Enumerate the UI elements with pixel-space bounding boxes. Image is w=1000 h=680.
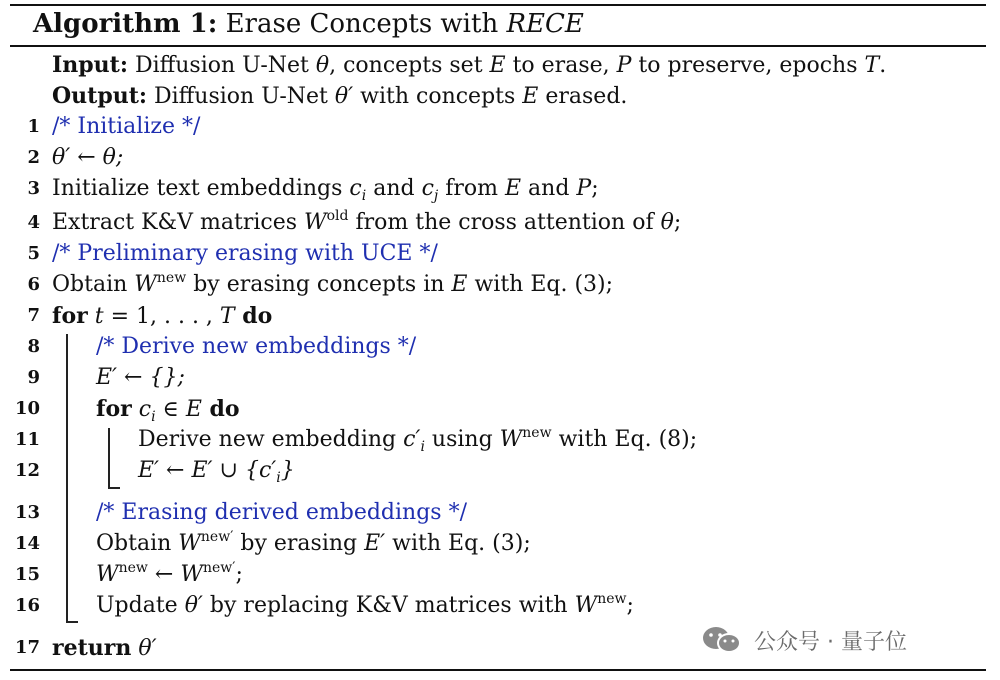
wechat-icon <box>700 625 744 655</box>
algorithm-title <box>33 7 584 41</box>
for-block-guide <box>66 334 68 622</box>
watermark <box>700 620 907 660</box>
inner-for-block-guide-end <box>108 487 120 489</box>
title-prefix: Erase Concepts with <box>225 9 507 39</box>
top-rule <box>10 4 986 6</box>
bottom-rule <box>10 669 986 671</box>
watermark-text: 公众号 · 量子位 <box>754 629 907 655</box>
algorithm-label: Algorithm 1: <box>33 9 218 39</box>
inner-for-block-guide <box>108 428 110 488</box>
for-block-guide-end <box>66 621 78 623</box>
method-name: RECE <box>506 9 584 39</box>
output-line: Output: Diffusion U-Net θ′ with concepts E erased. <box>52 83 628 109</box>
input-line: Input: Diffusion U-Net θ, concepts set E to erase, P to preserve, epochs T. <box>52 52 887 78</box>
title-rule <box>10 45 986 47</box>
